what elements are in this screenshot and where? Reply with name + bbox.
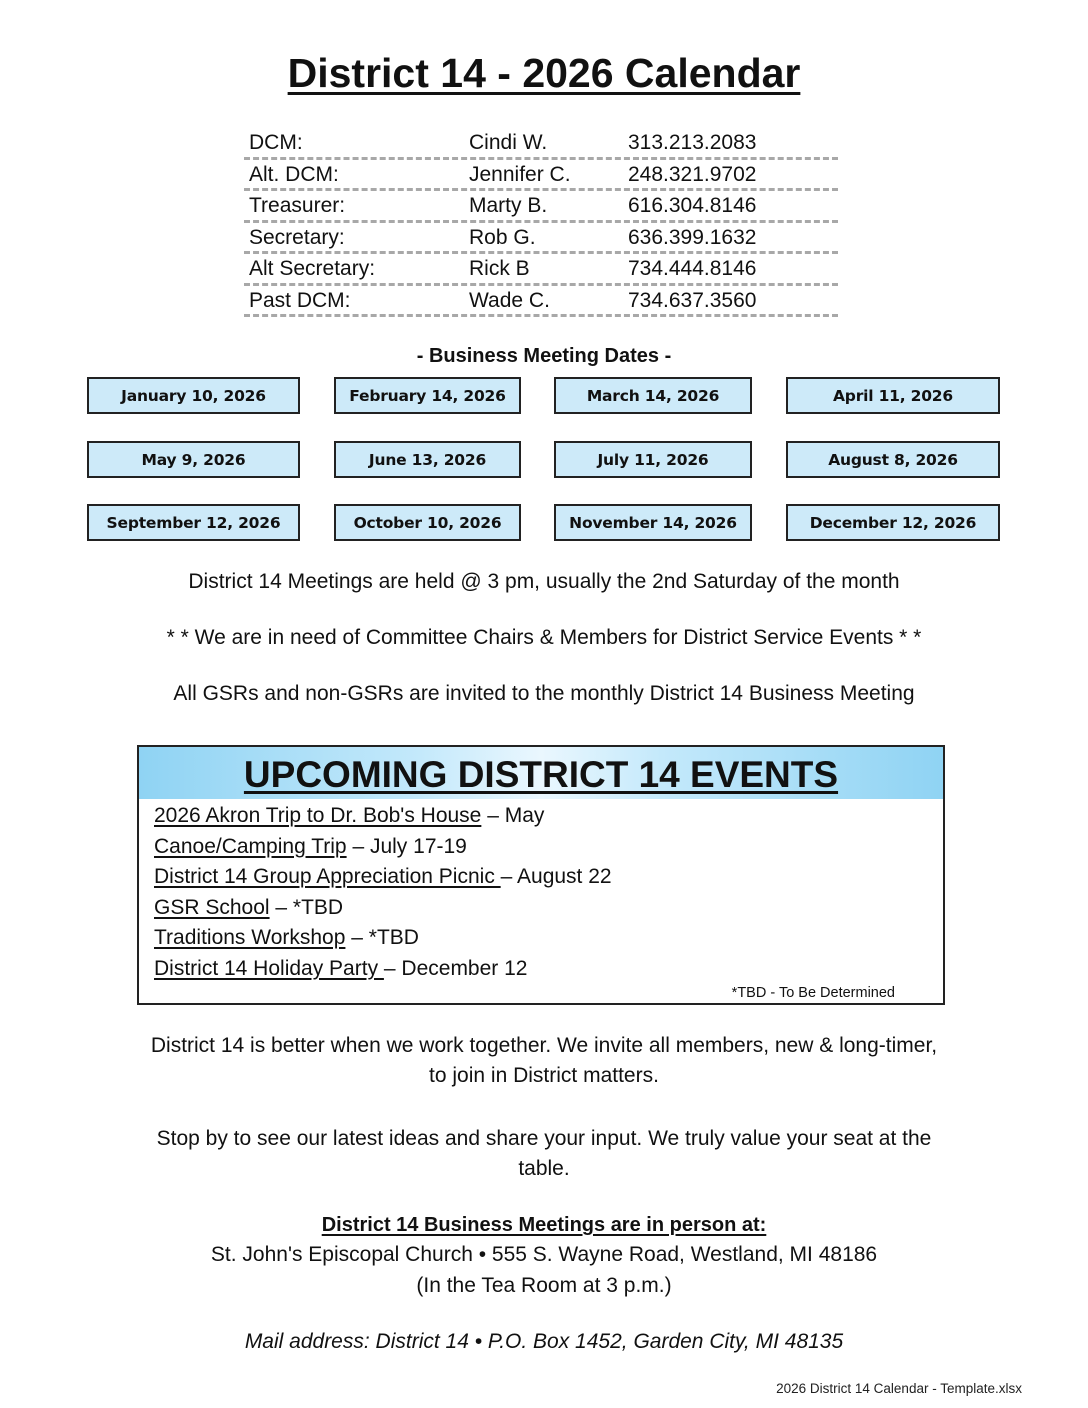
officer-role: DCM: (249, 131, 303, 154)
event-name: 2026 Akron Trip to Dr. Bob's House (154, 804, 482, 827)
meeting-date-box: November 14, 2026 (554, 504, 752, 541)
officer-phone: 734.444.8146 (628, 257, 757, 280)
officer-phone: 636.399.1632 (628, 225, 757, 249)
tbd-footnote: *TBD - To Be Determined (731, 985, 895, 1001)
teamwork-paragraph: District 14 is better when we work together. We invite all members, new & long-timer, to join in District matters. (150, 1034, 938, 1087)
footer-filename: 2026 District 14 Calendar - Template.xlsx (776, 1381, 1022, 1396)
officer-name: Cindi W. (469, 131, 548, 154)
event-date: – *TBD (269, 895, 344, 919)
officer-name: Marty B. (469, 194, 548, 217)
event-date: – May (481, 804, 545, 827)
officer-phone: 313.213.2083 (628, 131, 757, 154)
events-list (139, 799, 943, 985)
events-heading (139, 747, 943, 799)
committee-need-note: * * We are in need of Committee Chairs & Members for District Service Events * * (166, 626, 922, 649)
event-date: – July 17-19 (346, 834, 467, 858)
event-name: Canoe/Camping Trip (154, 834, 347, 858)
officer-role: Secretary: (249, 225, 345, 249)
event-item (154, 862, 943, 893)
invitation-note: All GSRs and non-GSRs are invited to the monthly District 14 Business Meeting (173, 682, 915, 705)
event-date: – December 12 (383, 956, 528, 980)
event-item (154, 893, 943, 924)
officer-row (244, 128, 838, 160)
officer-role: Alt. DCM: (249, 162, 339, 186)
event-item (154, 923, 943, 954)
business-meeting-heading: - Business Meeting Dates - (416, 345, 672, 367)
event-item (154, 832, 943, 863)
meeting-date-box: May 9, 2026 (87, 441, 300, 478)
event-name: GSR School (154, 895, 270, 919)
location-room: (In the Tea Room at 3 p.m.) (416, 1274, 672, 1297)
input-paragraph: Stop by to see our latest ideas and share your input. We truly value your seat at the table. (156, 1127, 932, 1180)
meeting-date-box: June 13, 2026 (334, 441, 521, 478)
upcoming-events-box (137, 745, 945, 1005)
officer-row (244, 160, 838, 192)
mail-address: Mail address: District 14 • P.O. Box 1452, Garden City, MI 48135 (244, 1330, 844, 1353)
event-date: – *TBD (345, 926, 419, 950)
officer-role: Alt Secretary: (249, 257, 376, 280)
officer-role: Past DCM: (249, 288, 351, 312)
officer-phone: 616.304.8146 (628, 194, 757, 217)
officer-name: Wade C. (469, 288, 550, 312)
meeting-date-box: January 10, 2026 (87, 377, 300, 414)
page-title-text: District 14 - 2026 Calendar (287, 50, 801, 96)
officer-name: Rick B (469, 257, 530, 280)
officer-name: Rob G. (469, 225, 536, 249)
event-item (154, 801, 943, 832)
meeting-date-box: July 11, 2026 (554, 441, 752, 478)
event-item (154, 954, 943, 985)
officer-phone: 248.321.9702 (628, 162, 757, 186)
meeting-date-box: September 12, 2026 (87, 504, 300, 541)
officer-phone: 734.637.3560 (628, 288, 757, 312)
meeting-time-note: District 14 Meetings are held @ 3 pm, usually the 2nd Saturday of the month (188, 570, 900, 593)
officer-name: Jennifer C. (469, 162, 571, 186)
events-heading-text: UPCOMING DISTRICT 14 EVENTS (243, 754, 839, 795)
officer-row (244, 286, 838, 318)
officer-row (244, 191, 838, 223)
meeting-date-box: December 12, 2026 (786, 504, 1000, 541)
event-name: District 14 Group Appreciation Picnic (154, 865, 501, 889)
page-title (0, 50, 1088, 97)
meeting-date-box: March 14, 2026 (554, 377, 752, 414)
officer-table (244, 128, 838, 317)
meeting-date-box: August 8, 2026 (786, 441, 1000, 478)
meeting-date-box: February 14, 2026 (334, 377, 521, 414)
location-heading-text: District 14 Business Meetings are in person at: (321, 1214, 767, 1236)
location-heading (0, 1214, 1088, 1237)
event-name: District 14 Holiday Party (154, 956, 384, 980)
officer-row (244, 223, 838, 255)
officer-row (244, 254, 838, 286)
location-address: St. John's Episcopal Church • 555 S. Wayne Road, Westland, MI 48186 (210, 1243, 878, 1266)
meeting-date-box: October 10, 2026 (334, 504, 521, 541)
event-name: Traditions Workshop (154, 926, 346, 950)
meeting-date-box: April 11, 2026 (786, 377, 1000, 414)
event-date: – August 22 (500, 865, 612, 889)
officer-role: Treasurer: (249, 194, 346, 217)
